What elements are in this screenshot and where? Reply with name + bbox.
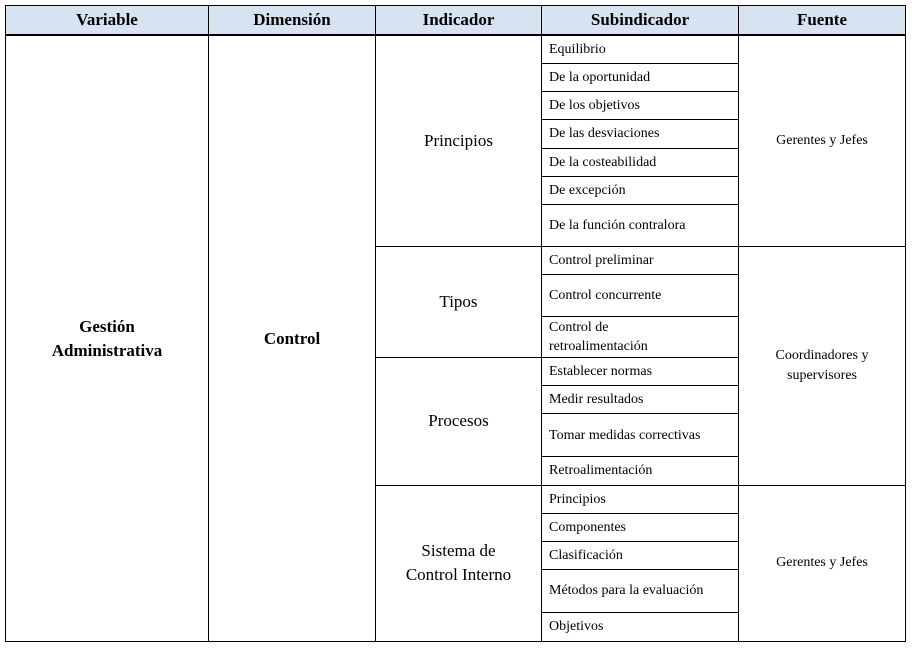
indicator-cell: Sistema de Control Interno	[376, 485, 542, 642]
subindicator-cell: Tomar medidas correctivas	[542, 414, 739, 457]
table-row	[6, 35, 906, 63]
subindicator-cell: De los objetivos	[542, 91, 739, 119]
subindicator-cell: Principios	[542, 485, 739, 513]
variables-operationalization-table	[5, 5, 906, 642]
subindicator-cell: Retroalimentación	[542, 457, 739, 485]
subindicator-cell: Métodos para la evaluación	[542, 569, 739, 612]
subindicator-cell: Equilibrio	[542, 35, 739, 63]
subindicator-cell: De la función contralora	[542, 204, 739, 246]
subindicator-cell: Control de retroalimentación	[542, 317, 739, 358]
source-cell: Gerentes y Jefes	[739, 485, 906, 642]
subindicator-cell: De las desviaciones	[542, 119, 739, 148]
header-dimension: Dimensión	[209, 6, 376, 36]
header-variable: Variable	[6, 6, 209, 36]
subindicator-cell: Medir resultados	[542, 386, 739, 414]
subindicator-cell: Control preliminar	[542, 246, 739, 274]
source-cell: Coordinadores y supervisores	[739, 246, 906, 485]
subindicator-cell: De la oportunidad	[542, 63, 739, 91]
indicator-cell: Tipos	[376, 246, 542, 357]
subindicator-cell: Componentes	[542, 513, 739, 541]
header-row	[6, 6, 906, 36]
dimension-cell: Control	[209, 35, 376, 642]
header-source: Fuente	[739, 6, 906, 36]
subindicator-cell: Objetivos	[542, 612, 739, 641]
indicator-cell: Procesos	[376, 358, 542, 485]
indicator-cell: Principios	[376, 35, 542, 246]
header-subindicator: Subindicador	[542, 6, 739, 36]
source-cell: Gerentes y Jefes	[739, 35, 906, 246]
subindicator-cell: De excepción	[542, 176, 739, 204]
subindicator-cell: Establecer normas	[542, 358, 739, 386]
subindicator-cell: Clasificación	[542, 541, 739, 569]
subindicator-cell: Control concurrente	[542, 275, 739, 317]
subindicator-cell: De la costeabilidad	[542, 148, 739, 176]
variable-cell: Gestión Administrativa	[6, 35, 209, 642]
header-indicator: Indicador	[376, 6, 542, 36]
